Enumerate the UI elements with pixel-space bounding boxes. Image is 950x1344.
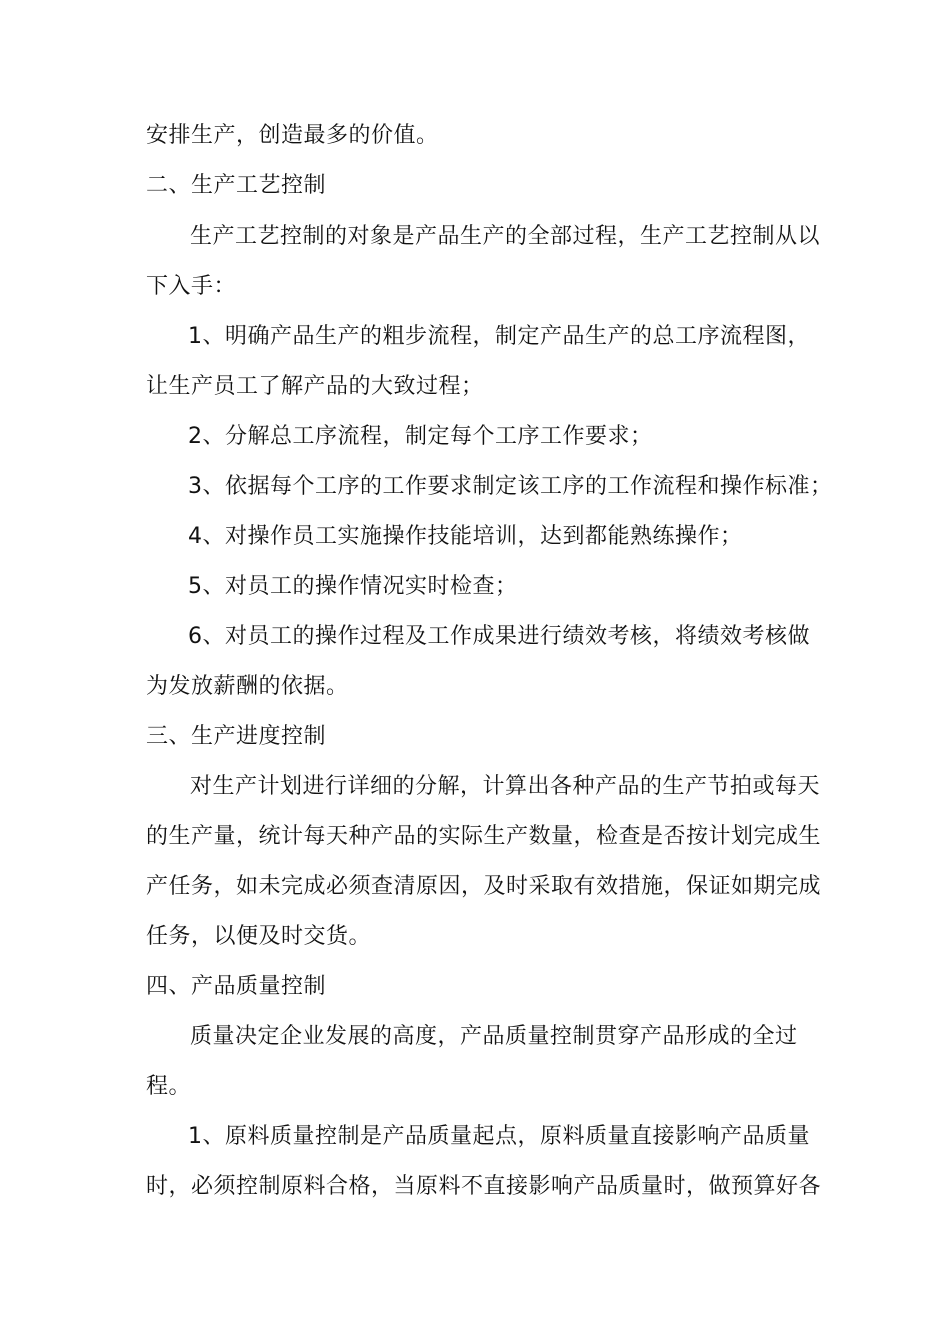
- body-text-line: 对生产计划进行详细的分解，计算出各种产品的生产节拍或每天: [190, 774, 821, 799]
- body-text-line: 任务，以便及时交货。: [146, 924, 372, 949]
- list-item: 5、对员工的操作情况实时检查；: [188, 574, 518, 599]
- body-text-line: 让生产员工了解产品的大致过程；: [146, 374, 484, 399]
- body-text-line: 的生产量，统计每天种产品的实际生产数量，检查是否按计划完成生: [146, 824, 822, 849]
- list-item: 1、明确产品生产的粗步流程，制定产品生产的总工序流程图，: [188, 324, 810, 349]
- body-text-line: 质量决定企业发展的高度，产品质量控制贯穿产品形成的全过: [190, 1024, 798, 1049]
- section-heading: 四、产品质量控制: [146, 974, 327, 999]
- section-heading: 三、生产进度控制: [146, 724, 327, 749]
- body-text-line: 安排生产，创造最多的价值。: [146, 123, 439, 148]
- body-text-line: 为发放薪酬的依据。: [146, 674, 349, 699]
- list-item: 1、原料质量控制是产品质量起点，原料质量直接影响产品质量: [188, 1124, 810, 1149]
- body-text-line: 产任务，如未完成必须查清原因，及时采取有效措施，保证如期完成: [146, 874, 822, 899]
- body-text-line: 下入手：: [146, 274, 237, 299]
- list-item: 6、对员工的操作过程及工作成果进行绩效考核，将绩效考核做: [188, 624, 810, 649]
- list-item: 4、对操作员工实施操作技能培训，达到都能熟练操作；: [188, 524, 743, 549]
- section-heading: 二、生产工艺控制: [146, 173, 327, 198]
- body-text-line: 生产工艺控制的对象是产品生产的全部过程，生产工艺控制从以: [190, 224, 821, 249]
- body-text-line: 程。: [146, 1074, 192, 1099]
- list-item: 2、分解总工序流程，制定每个工序工作要求；: [188, 424, 653, 449]
- body-text-line: 时，必须控制原料合格，当原料不直接影响产品质量时，做预算好各: [146, 1174, 822, 1199]
- list-item: 3、依据每个工序的工作要求制定该工序的工作流程和操作标准；: [188, 474, 833, 499]
